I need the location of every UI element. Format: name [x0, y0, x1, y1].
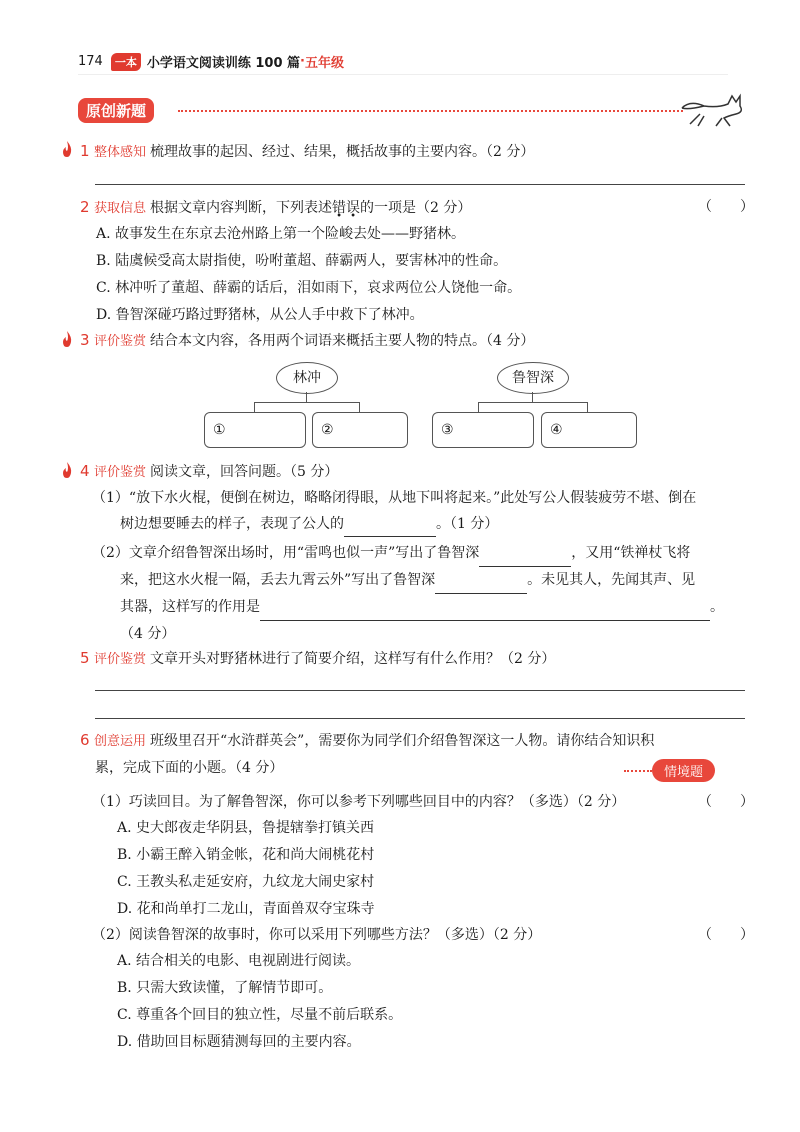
page-header [78, 52, 344, 71]
cat-icon [678, 90, 748, 130]
question-4 [80, 458, 338, 486]
q6-sub2: （2）阅读鲁智深的故事时，你可以采用下列哪些方法？（多选）（2 分） [92, 927, 542, 943]
banner-dotted-line [178, 110, 683, 112]
q3-text: 结合本文内容，各用两个词语来概括主要人物的特点。（4 分） [150, 333, 535, 349]
q4-sub2-line2-end: 。未见其人，先闻其声、见 [527, 572, 696, 588]
q4-sub2-line4: （4 分） [120, 626, 176, 642]
q6-sub2-option-c: C. 尊重各个回目的独立性，尽量不前后联系。 [117, 1007, 403, 1023]
q5-text: 文章开头对野猪林进行了简要介绍，这样写有什么作用？（2 分） [150, 651, 556, 667]
q2-option-a: A. 故事发生在东京去沧州路上第一个险峻去处——野猪林。 [96, 226, 466, 242]
q1-number: 1 [80, 142, 90, 160]
q2-emph-1: 错 [332, 200, 347, 216]
q6-sub2-option-b: B. 只需大致读懂，了解情节即可。 [117, 980, 333, 996]
trait-box-3[interactable]: ③ [432, 412, 534, 448]
q5-answer-line-1[interactable] [95, 690, 745, 691]
q3-number: 3 [80, 331, 90, 349]
q6-sub2-answer-paren[interactable]: （ ） [698, 927, 754, 943]
book-title: 小学语文阅读训练 100 篇 [146, 56, 301, 71]
q6-sub1-option-b: B. 小霸王醉入销金帐，花和尚大闹桃花村 [117, 847, 375, 863]
grade-label: 五年级 [304, 56, 344, 71]
q4-text: 阅读文章，回答问题。（5 分） [150, 464, 339, 480]
connector [306, 392, 307, 402]
q2-option-c: C. 林冲听了董超、薛霸的话后，泪如雨下，哀求两位公人饶他一命。 [96, 280, 522, 296]
q3-type: 评价鉴赏 [94, 334, 147, 349]
q4-sub2-line2-text: 来，把这水火棍一隔，丢去九霄云外”写出了鲁智深 [120, 572, 436, 588]
q6-sub1-options [117, 815, 375, 923]
q6-sub2-option-a: A. 结合相关的电影、电视剧进行阅读。 [117, 953, 361, 969]
q1-answer-line[interactable] [95, 184, 745, 185]
q4-sub2-line1-end: ，又用“铁禅杖飞将 [571, 545, 691, 561]
q4-sub2-line2 [92, 567, 772, 594]
q4-sub1-line2-end: 。（1 分） [436, 516, 499, 532]
q6-sub1: （1）巧读回目。为了解鲁智深，你可以参考下列哪些回目中的内容？（多选）（2 分） [92, 794, 626, 810]
q6-text-line1: 班级里召开“水浒群英会”，需要你为同学们介绍鲁智深这一人物。请你结合知识积 [150, 733, 655, 749]
q4-sub1-blank[interactable] [344, 518, 436, 537]
q6-text-line2: 累，完成下面的小题。（4 分） [95, 760, 284, 776]
flame-icon [60, 140, 74, 158]
scenario-tag: 情境题 [652, 759, 715, 782]
q4-sub2-line1-text: （2）文章介绍鲁智深出场时，用“雷鸣也似一声”写出了鲁智深 [92, 545, 480, 561]
q2-option-d: D. 鲁智深碰巧路过野猪林，从公人手中救下了林冲。 [96, 307, 424, 323]
trait-box-4[interactable]: ④ [541, 412, 637, 448]
q5-answer-line-2[interactable] [95, 718, 745, 719]
header-divider [78, 74, 728, 75]
q6-type: 创意运用 [94, 734, 147, 749]
trait-box-2[interactable]: ② [312, 412, 408, 448]
q4-sub2-line3 [92, 594, 772, 621]
character-oval-luzhishen: 鲁智深 [497, 362, 569, 394]
connector [532, 392, 533, 402]
tag-dotted-line [624, 770, 652, 772]
q4-type: 评价鉴赏 [94, 465, 147, 480]
q4-sub2-blank-1[interactable] [479, 548, 571, 567]
q5-number: 5 [80, 649, 90, 667]
q2-number: 2 [80, 198, 90, 216]
question-3 [80, 327, 534, 355]
flame-icon [60, 461, 74, 479]
q6-sub1-answer-paren[interactable]: （ ） [698, 794, 754, 810]
q4-sub2-blank-2[interactable] [435, 575, 527, 594]
q4-sub1 [92, 485, 772, 537]
q6-sub1-option-d: D. 花和尚单打二龙山，青面兽双夺宝珠寺 [117, 901, 375, 917]
q4-sub2 [92, 540, 772, 648]
brand-logo: 一本 [111, 53, 141, 71]
q2-options [96, 221, 521, 329]
q4-sub1-line2 [92, 511, 772, 537]
q6-sub1-option-c: C. 王教头私走延安府，九纹龙大闹史家村 [117, 874, 375, 890]
q4-number: 4 [80, 462, 90, 480]
header-separator: · [300, 54, 305, 69]
q6-sub2-options [117, 948, 402, 1056]
trait-box-1[interactable]: ① [204, 412, 306, 448]
q4-sub2-line3-end: 。 [710, 599, 724, 615]
q6-sub1-option-a: A. 史大郎夜走华阴县，鲁提辖拳打镇关西 [117, 820, 375, 836]
q1-type: 整体感知 [94, 145, 147, 160]
q4-sub1-line1: （1）“放下水火棍，便倒在树边，略略闭得眼，从地下叫将起来。”此处写公人假装疲劳不堪、倒在 [92, 490, 697, 506]
q6-number: 6 [80, 731, 90, 749]
q2-type: 获取信息 [94, 201, 147, 216]
q4-sub1-line2-text: 树边想要睡去的样子，表现了公人的 [120, 516, 344, 532]
q4-sub2-line3-text: 其器，这样写的作用是 [120, 599, 260, 615]
flame-icon [60, 330, 74, 348]
q2-option-b: B. 陆虞候受高太尉指使，吩咐董超、薛霸两人，要害林冲的性命。 [96, 253, 508, 269]
q2-emph-2: 误 [346, 200, 361, 216]
q1-text: 梳理故事的起因、经过、结果，概括故事的主要内容。（2 分） [150, 144, 535, 160]
question-2 [80, 194, 471, 222]
q2-answer-paren[interactable]: （ ） [698, 199, 754, 215]
section-banner: 原创新题 [78, 98, 154, 123]
q2-text-end: 的一项是（2 分） [360, 200, 472, 216]
question-1 [80, 138, 534, 166]
q2-text: 根据文章内容判断，下列表述 [150, 200, 333, 216]
q4-sub2-blank-3[interactable] [260, 602, 710, 621]
question-5 [80, 645, 555, 673]
q5-type: 评价鉴赏 [94, 652, 147, 667]
q4-sub2-line1 [92, 540, 772, 567]
q6-sub2-option-d: D. 借助回目标题猜测每回的主要内容。 [117, 1034, 361, 1050]
page-number: 174 [78, 54, 103, 69]
character-oval-linchong: 林冲 [276, 362, 338, 394]
